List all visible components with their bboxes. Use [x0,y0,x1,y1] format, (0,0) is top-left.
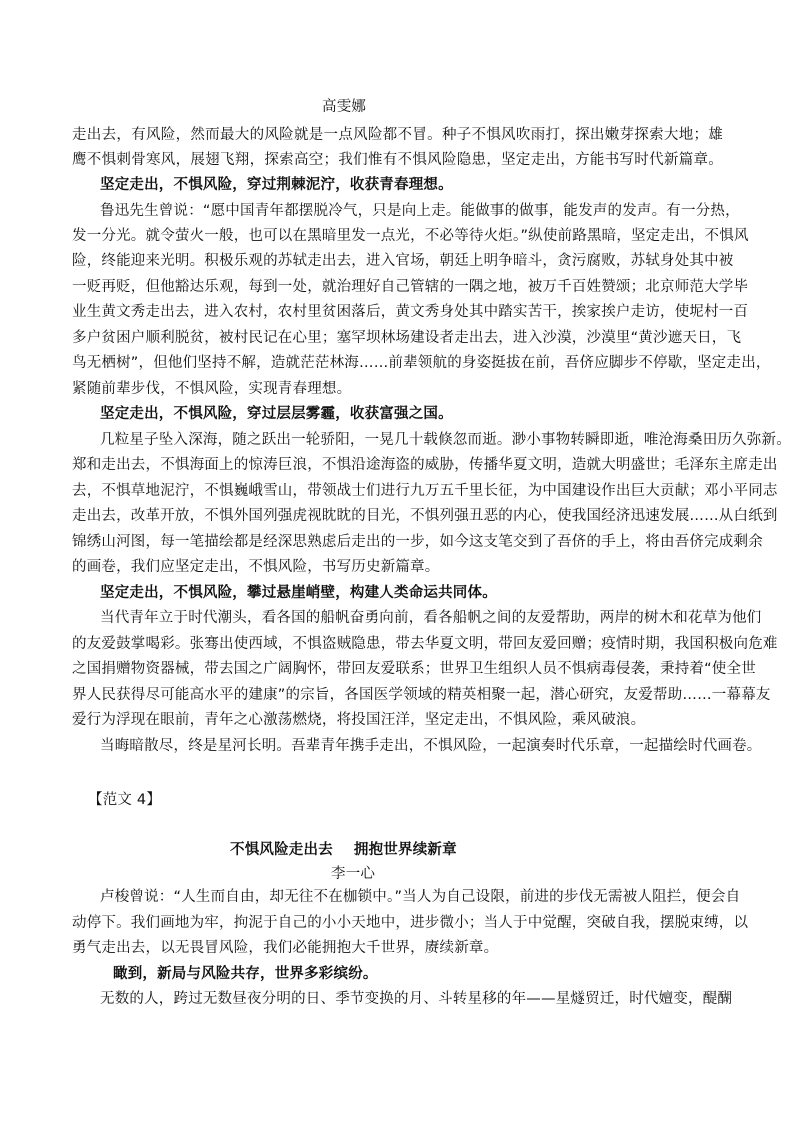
paragraph-line: 险，终能迎来光明。积极乐观的苏轼走出去，进入官场，朝廷上明争暗斗，贪污腐败，苏轼身处其中被 [72,253,734,269]
paragraph-line: 发一分光。就令萤火一般，也可以在黑暗里发一点光，不必等待火炬。”纵使前路黑暗，坚定走出，不惧风 [72,228,749,244]
paragraph-line: 紧随前辈步伐，不惧风险，实现青春理想。 [72,381,352,397]
paragraph-line: 业生黄文秀走出去，进入农村，农村里贫困落后，黄文秀身处其中踏实苦干，挨家挨户走访，使坭村一百 [72,304,749,320]
paragraph-line: 郑和走出去，不惧海面上的惊涛巨浪，不惧沿途海盗的威胁，传播华夏文明，造就大明盛世；毛泽东主席走出 [72,457,778,473]
paragraph-line: 走出去，有风险，然而最大的风险就是一点风险都不冒。种子不惧风吹雨打，探出嫩芽探索大地；雄 [72,127,723,143]
paragraph-line: 卢梭曾说：“人生而自由，却无往不在枷锁中。”当人为自己设限，前进的步伐无需被人阻拦，便会自 [100,889,741,905]
paragraph-line: 鲁迅先生曾说：“愿中国青年都摆脱冷气，只是向上走。能做事的做事，能发声的发声。有一分热， [100,203,740,219]
paragraph-line: 无数的人，跨过无数昼夜分明的日、季节变换的月、斗转星移的年——星燧贸迁，时代嬗变，醍醐 [100,991,733,1007]
paragraph-line: 当晦暗散尽，终是星河长明。吾辈青年携手走出，不惧风险，一起演奏时代乐章，一起描绘时代画卷。 [100,738,762,754]
paragraph-line: 走出去，改革开放，不惧外国列强虎视眈眈的目光，不惧列强丑恶的内心，使我国经济迅速发展……从白纸到 [72,508,778,524]
paragraph-line: 鸟无栖树”，但他们坚持不解，造就茫茫林海……前辈领航的身姿挺拔在前，吾侪应脚步不停歇，坚定走出， [72,355,771,371]
paragraph-line: 界人民获得尽可能高水平的建康”的宗旨，各国医学领域的精英相聚一起，潜心研究，友爱帮助……一幕幕友 [72,687,771,703]
paragraph-line: 当代青年立于时代潮头，看各国的船帆奋勇向前，看各船帆之间的友爱帮助，两岸的树木和花草为他们 [100,610,762,626]
paragraph-line: 爱行为浮现在眼前，青年之心激荡燃烧，将投国汪洋，坚定走出，不惧风险，乘风破浪。 [72,712,646,728]
paragraph-line: 一贬再贬，但他豁达乐观，每到一处，就治理好自己管辖的一隅之地，被万千百姓赞颂；北京师范大学毕 [72,279,749,295]
paragraph-line: 多户贫困户顺利脱贫，被村民记在心里；塞罕坝林场建设者走出去，进入沙漠，沙漠里“黄沙遮天日，飞 [72,330,742,346]
essay4-label: 【范文 4】 [88,792,162,808]
paragraph-line: 动停下。我们画地为牢，拘泥于自己的小小天地中，进步微小；当人于中觉醒，突破自我，摆脱束缚，以 [72,915,749,931]
paragraph-line: 勇气走出去，以无畏冒风险，我们必能拥抱大千世界，赓续新章。 [72,940,499,956]
paragraph-line: 的友爱鼓掌喝彩。张骞出使西域，不惧盗贼隐患，带去华夏文明，带回友爱回赠；疫情时期，我国积极向危难 [72,636,778,652]
essay4-title: 不惧风险走出去 拥抱世界续新章 [230,842,457,858]
essay4-author: 李一心 [331,866,376,882]
paragraph-line: 锦绣山河图，每一笔描绘都是经深思熟虑后走出的一步，如今这支笔交到了吾侪的手上，将由吾侪完成剩余 [72,534,763,550]
paragraph-line: 的画卷，我们应坚定走出，不惧风险，书写历史新篇章。 [72,559,440,575]
paragraph-line: 之国捐赠物资器械，带去国之广阔胸怀，带回友爱联系；世界卫生组织人员不惧病毒侵袭，秉持着“使全世 [72,661,756,677]
paragraph-line: 几粒星子坠入深海，随之跃出一轮骄阳，一晃几十载倏忽而逝。渺小事物转瞬即逝，唯沧海桑田历久弥新。 [100,432,791,448]
essay3-author: 高雯娜 [322,99,367,115]
paragraph-line: 鹰不惧刺骨寒风，展翅飞翔，探索高空；我们惟有不惧风险隐患，坚定走出，方能书写时代新篇章。 [72,152,723,168]
section-heading: 坚定走出，不惧风险，攀过悬崖峭壁，构建人类命运共同体。 [100,585,497,601]
section-heading: 瞰到，新局与风险共存，世界多彩缤纷。 [113,966,378,982]
section-heading: 坚定走出，不惧风险，穿过层层雾霾，收获富强之国。 [100,406,453,422]
paragraph-line: 去，不惧草地泥泞，不惧巍峨雪山，带领战士们进行九万五千里长征，为中国建设作出巨大贡献；邓小平同志 [72,483,778,499]
section-heading: 坚定走出，不惧风险，穿过荆棘泥泞，收获青春理想。 [100,177,453,193]
